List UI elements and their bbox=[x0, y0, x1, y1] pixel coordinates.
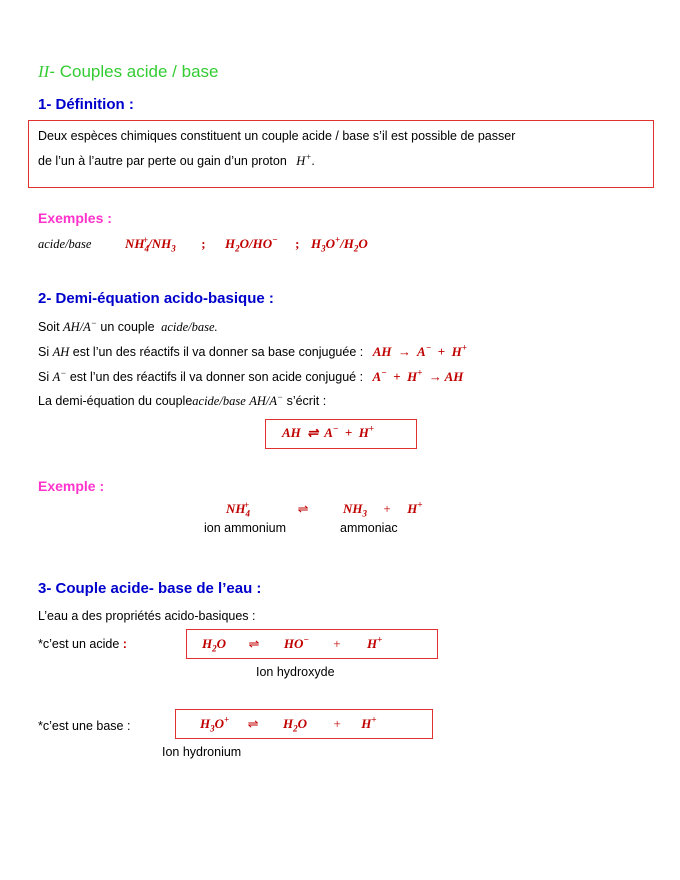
half-eq-line-2-a: Si bbox=[38, 345, 50, 359]
water-acid-colon: : bbox=[122, 637, 127, 651]
example-couple-water-hydroxide: $H_2O/HO^-$ bbox=[225, 234, 278, 254]
page-title bbox=[38, 62, 218, 82]
half-eq-line-1-c: acide/base. bbox=[161, 320, 218, 334]
eq-arrow: ⇌ bbox=[297, 501, 309, 516]
examples-label: Exemples : bbox=[38, 210, 112, 226]
plus-sign: + bbox=[333, 716, 341, 731]
half-eq-line-4-a: La demi-équation du couple bbox=[38, 394, 193, 408]
plus-sign: + bbox=[333, 636, 341, 651]
ammonium-name: ion ammonium bbox=[204, 521, 286, 535]
definition-line-2: de l’un à l’autre par perte ou gain d’un proton H+. bbox=[38, 151, 315, 168]
water-base-label: *c’est une base : bbox=[38, 719, 131, 733]
section-definition-heading: 1- Définition : bbox=[38, 96, 134, 113]
section-half-equation-heading: 2- Demi-équation acido-basique : bbox=[38, 290, 274, 307]
nh3-species: $NH_3$ bbox=[342, 501, 367, 519]
hydronium-ion-name: Ion hydronium bbox=[162, 745, 242, 759]
half-eq-line-1-a: Soit bbox=[38, 320, 60, 334]
proton-species: H+ bbox=[361, 714, 377, 731]
proton-symbol: H+ bbox=[296, 151, 312, 168]
eq-arrow: ⇌ bbox=[247, 716, 259, 731]
title-text: - Couples acide / base bbox=[49, 62, 219, 81]
half-eq-line-1-b: un couple bbox=[100, 320, 155, 334]
water-acid-equation bbox=[202, 635, 382, 653]
half-eq-line-3 bbox=[38, 369, 463, 385]
h3o-species: $H_3O^+$ bbox=[200, 714, 230, 734]
equation-base-to-acid: A− + H+ → AH bbox=[372, 367, 464, 384]
proton-species: H+ bbox=[407, 499, 423, 516]
example-label: Exemple : bbox=[38, 478, 105, 494]
half-eq-line-4-c: s’écrit : bbox=[286, 394, 327, 408]
water-acid-label-text: *c’est un acide bbox=[38, 637, 120, 651]
examples-line bbox=[38, 236, 368, 252]
example-separator-1: ; bbox=[201, 236, 206, 251]
definition-line-2-text: de l’un à l’autre par perte ou gain d’un proton bbox=[38, 154, 287, 168]
title-numeral: II bbox=[38, 62, 50, 81]
section-water-couple-heading: 3- Couple acide- base de l’eau : bbox=[38, 580, 262, 597]
half-eq-line-3-a: Si bbox=[38, 370, 50, 384]
ammonium-equation bbox=[226, 500, 422, 518]
half-eq-line-2-b: est l’un des réactifs il va donner sa base conjuguée : bbox=[72, 345, 364, 359]
examples-acid-base: acide/base bbox=[38, 237, 92, 251]
equation-ah-to-base: AH → A− + H+ bbox=[372, 342, 467, 359]
example-separator-2: ; bbox=[295, 236, 300, 251]
general-equation: AH ⇌ A− + H+ bbox=[282, 423, 375, 440]
example-couple-hydronium-water: $H_3O^+/H_2O$ bbox=[310, 234, 368, 254]
plus-sign: + bbox=[383, 501, 391, 516]
half-equation-general bbox=[282, 424, 374, 442]
couple-ah-a-2: AH/A− bbox=[249, 391, 284, 408]
half-eq-line-2 bbox=[38, 344, 467, 360]
half-eq-line-4 bbox=[38, 393, 326, 409]
half-eq-line-1 bbox=[38, 319, 218, 335]
proton-species: H+ bbox=[367, 634, 383, 651]
water-intro: L’eau a des propriétés acido-basiques : bbox=[38, 609, 256, 623]
water-base-equation bbox=[200, 715, 377, 733]
hydroxide-ion-name: Ion hydroxyde bbox=[256, 665, 335, 679]
h2o-species: $H_2O$ bbox=[282, 716, 307, 734]
a-minus-symbol: A− bbox=[52, 367, 67, 384]
ah-symbol: AH bbox=[52, 345, 70, 359]
example-couple-ammonium: $NH_4^+/NH_3$ bbox=[124, 234, 176, 254]
water-acid-label bbox=[38, 636, 127, 652]
h2o-species: $H_2O$ bbox=[202, 636, 227, 654]
nh4-species: $NH_4^+$ bbox=[226, 499, 250, 519]
half-eq-line-3-b: est l’un des réactifs il va donner son acide conjugué : bbox=[69, 370, 364, 384]
eq-arrow: ⇌ bbox=[248, 636, 260, 651]
definition-line-1: Deux espèces chimiques constituent un couple acide / base s’il est possible de passer bbox=[38, 129, 516, 143]
couple-ah-a: AH/A− bbox=[63, 317, 97, 334]
half-eq-line-4-b: acide/base bbox=[192, 394, 246, 408]
ho-minus-species: HO− bbox=[283, 634, 309, 651]
ammonia-name: ammoniac bbox=[340, 521, 398, 535]
